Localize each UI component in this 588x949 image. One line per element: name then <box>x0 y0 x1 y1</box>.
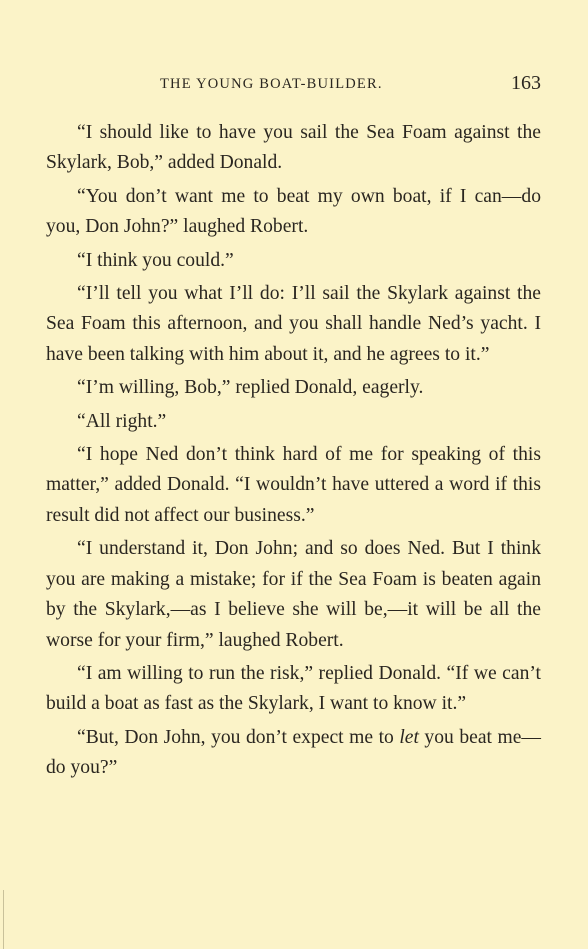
paragraph-5: “I’m willing, Bob,” replied Donald, eagerly. <box>77 377 424 399</box>
gutter-rule <box>3 890 4 949</box>
paragraph-2: “You don’t want me to beat my own boat, if I can—do you, Don John?” laughed Robert. <box>46 185 541 238</box>
paragraph-9: “I am willing to run the risk,” replied Donald. “If we can’t build a boat as fast as the Skylark, I want to know it.” <box>46 662 541 715</box>
paragraph-10-emphasis: let <box>399 726 419 748</box>
paragraph-10-text-before: “But, Don John, you don’t expect me to <box>77 726 400 748</box>
paragraph-10 <box>46 723 541 784</box>
paragraph-10-text-after: you beat me—do you?” <box>46 726 541 779</box>
running-title: THE YOUNG BOAT-BUILDER. <box>160 76 383 92</box>
paragraph-6: “All right.” <box>77 410 167 432</box>
paragraph-8: “I understand it, Don John; and so does Ned. But I think you are making a mistake; for if the Sea Foam is beaten again by the Skylark,—as I believe she will be,—it will be all the worse for your firm,” laughed Robert. <box>46 538 541 651</box>
page-number: 163 <box>511 72 541 94</box>
paragraph-7: “I hope Ned don’t think hard of me for speaking of this matter,” added Donald. “I wouldn’t have uttered a word if this result did not affect our business.” <box>46 444 541 526</box>
paragraph-1: “I should like to have you sail the Sea Foam against the Skylark, Bob,” added Donald. <box>46 122 541 174</box>
paragraph-4: “I’ll tell you what I’ll do: I’ll sail the Skylark against the Sea Foam this afternoon, and you shall handle Ned’s yacht. I have been talking with him about it, and he agrees to it.” <box>46 283 541 365</box>
paragraph-3: “I think you could.” <box>77 249 234 271</box>
running-head <box>46 72 541 98</box>
body-text <box>46 118 541 784</box>
